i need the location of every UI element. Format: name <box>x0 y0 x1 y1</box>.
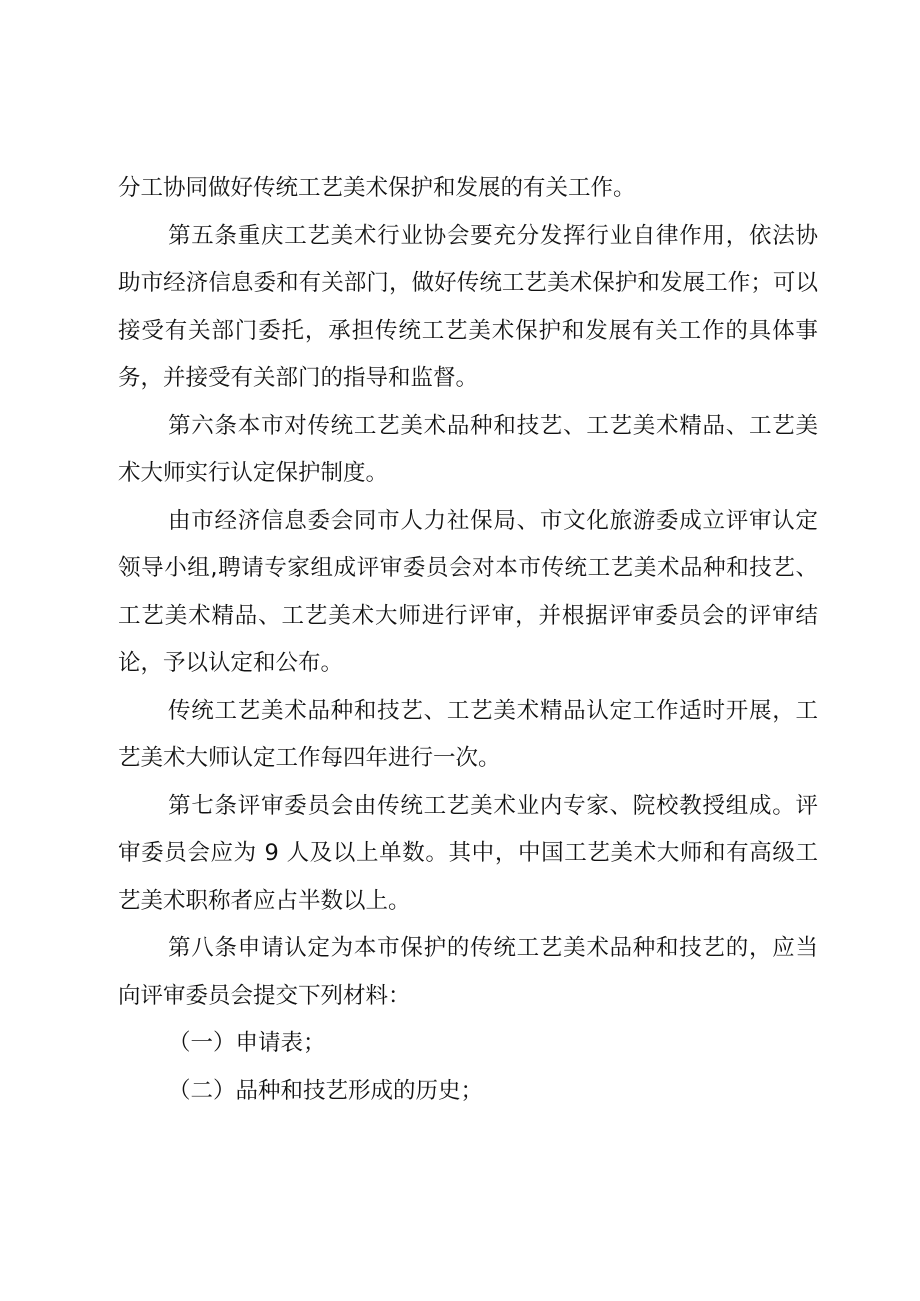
paragraph-continuation: 分工协同做好传统工艺美术保护和发展的有关工作。 <box>118 175 636 201</box>
paragraph-article-7: 第七条评审委员会由传统工艺美术业内专家、院校教授组成。评审委员会应为 9 人及以上单数。其中，中国工艺美术大师和有高级工艺美术职称者应占半数以上。 <box>118 792 818 914</box>
list-item-history: （二）品种和技艺形成的历史； <box>168 1077 484 1104</box>
document-body <box>118 165 818 1115</box>
paragraph-article-5: 第五条重庆工艺美术行业协会要充分发挥行业自律作用，依法协助市经济信息委和有关部门，做好传统工艺美术保护和发展工作；可以接受有关部门委托，承担传统工艺美术保护和发展有关工作的具体事务，并接受有关部门的指导和监督。 <box>118 222 818 391</box>
paragraph-review-committee: 由市经济信息委会同市人力社保局、市文化旅游委成立评审认定领导小组,聘请专家组成评审委员会对本市传统工艺美术品种和技艺、工艺美术精品、工艺美术大师进行评审，并根据评审委员会的评审结论，予以认定和公布。 <box>118 507 818 676</box>
paragraph-article-6: 第六条本市对传统工艺美术品种和技艺、工艺美术精品、工艺美术大师实行认定保护制度。 <box>118 412 818 486</box>
list-item-application-form: （一）申请表； <box>168 1030 326 1056</box>
paragraph-article-8: 第八条申请认定为本市保护的传统工艺美术品种和技艺的，应当向评审委员会提交下列材料： <box>118 935 818 1009</box>
paragraph-timing: 传统工艺美术品种和技艺、工艺美术精品认定工作适时开展，工艺美术大师认定工作每四年进行一次。 <box>118 697 818 771</box>
